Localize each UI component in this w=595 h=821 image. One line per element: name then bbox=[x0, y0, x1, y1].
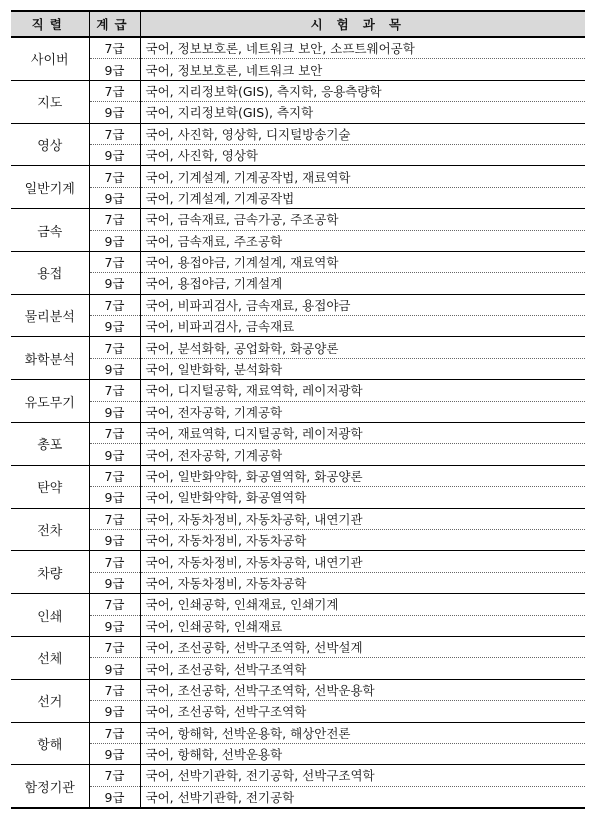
grade-cell: 9급 bbox=[89, 786, 140, 808]
subjects-cell: 국어, 일반화학, 분석화학 bbox=[140, 358, 585, 379]
subjects-cell: 국어, 항해학, 선박운용학, 해상안전론 bbox=[140, 722, 585, 743]
job-cell: 일반기계 bbox=[11, 166, 89, 209]
table-row bbox=[11, 572, 585, 593]
subjects-cell: 국어, 전자공학, 기계공학 bbox=[140, 401, 585, 422]
table-row bbox=[11, 636, 585, 657]
header-row bbox=[11, 11, 585, 37]
subjects-cell: 국어, 선박기관학, 전기공학, 선박구조역학 bbox=[140, 765, 585, 786]
subjects-cell: 국어, 정보보호론, 네트워크 보안, 소프트웨어공학 bbox=[140, 37, 585, 59]
table-row bbox=[11, 102, 585, 123]
table-row bbox=[11, 37, 585, 59]
subjects-cell: 국어, 디지털공학, 재료역학, 레이저광학 bbox=[140, 380, 585, 401]
grade-cell: 7급 bbox=[89, 37, 140, 59]
subjects-cell: 국어, 항해학, 선박운용학 bbox=[140, 743, 585, 764]
grade-cell: 9급 bbox=[89, 487, 140, 508]
grade-cell: 7급 bbox=[89, 80, 140, 101]
subjects-cell: 국어, 사진학, 영상학 bbox=[140, 144, 585, 165]
job-cell: 항해 bbox=[11, 722, 89, 765]
subjects-cell: 국어, 조선공학, 선박구조역학 bbox=[140, 701, 585, 722]
grade-cell: 9급 bbox=[89, 658, 140, 679]
table-row bbox=[11, 80, 585, 101]
subjects-cell: 국어, 분석화학, 공업화학, 화공양론 bbox=[140, 337, 585, 358]
table-row bbox=[11, 551, 585, 572]
table-body bbox=[11, 37, 585, 808]
grade-cell: 9급 bbox=[89, 144, 140, 165]
grade-cell: 7급 bbox=[89, 251, 140, 272]
subjects-cell: 국어, 지리정보학(GIS), 측지학, 응용측량학 bbox=[140, 80, 585, 101]
table-row bbox=[11, 679, 585, 700]
grade-cell: 7급 bbox=[89, 166, 140, 187]
table-row bbox=[11, 294, 585, 315]
grade-cell: 9급 bbox=[89, 102, 140, 123]
table-row bbox=[11, 658, 585, 679]
job-cell: 총포 bbox=[11, 423, 89, 466]
subjects-cell: 국어, 전자공학, 기계공학 bbox=[140, 444, 585, 465]
subjects-cell: 국어, 인쇄공학, 인쇄재료 bbox=[140, 615, 585, 636]
grade-cell: 7급 bbox=[89, 465, 140, 486]
grade-cell: 7급 bbox=[89, 209, 140, 230]
grade-cell: 9급 bbox=[89, 358, 140, 379]
table-row bbox=[11, 765, 585, 786]
grade-cell: 7급 bbox=[89, 765, 140, 786]
grade-cell: 7급 bbox=[89, 337, 140, 358]
grade-cell: 7급 bbox=[89, 423, 140, 444]
header-subjects: 시험과목 bbox=[140, 11, 585, 37]
grade-cell: 7급 bbox=[89, 636, 140, 657]
grade-cell: 9급 bbox=[89, 230, 140, 251]
subjects-cell: 국어, 자동차정비, 자동차공학 bbox=[140, 529, 585, 550]
table-row bbox=[11, 722, 585, 743]
subjects-cell: 국어, 용접야금, 기계설계, 재료역학 bbox=[140, 251, 585, 272]
job-cell: 영상 bbox=[11, 123, 89, 166]
table-row bbox=[11, 337, 585, 358]
subjects-cell: 국어, 자동차정비, 자동차공학, 내연기관 bbox=[140, 508, 585, 529]
table-row bbox=[11, 251, 585, 272]
grade-cell: 9급 bbox=[89, 273, 140, 294]
job-cell: 차량 bbox=[11, 551, 89, 594]
subjects-cell: 국어, 금속재료, 금속가공, 주조공학 bbox=[140, 209, 585, 230]
table-row bbox=[11, 786, 585, 808]
job-cell: 사이버 bbox=[11, 37, 89, 80]
job-cell: 전차 bbox=[11, 508, 89, 551]
grade-cell: 9급 bbox=[89, 187, 140, 208]
job-cell: 지도 bbox=[11, 80, 89, 123]
job-cell: 선거 bbox=[11, 679, 89, 722]
job-cell: 선체 bbox=[11, 636, 89, 679]
job-cell: 함정기관 bbox=[11, 765, 89, 808]
subjects-cell: 국어, 지리정보학(GIS), 측지학 bbox=[140, 102, 585, 123]
grade-cell: 9급 bbox=[89, 401, 140, 422]
subjects-cell: 국어, 일반화약학, 화공열역학 bbox=[140, 487, 585, 508]
subjects-cell: 국어, 정보보호론, 네트워크 보안 bbox=[140, 59, 585, 80]
table-row bbox=[11, 123, 585, 144]
grade-cell: 7급 bbox=[89, 722, 140, 743]
subjects-cell: 국어, 조선공학, 선박구조역학, 선박설계 bbox=[140, 636, 585, 657]
job-cell: 인쇄 bbox=[11, 594, 89, 637]
subjects-cell: 국어, 금속재료, 주조공학 bbox=[140, 230, 585, 251]
grade-cell: 9급 bbox=[89, 316, 140, 337]
table-row bbox=[11, 316, 585, 337]
table-row bbox=[11, 230, 585, 251]
job-cell: 탄약 bbox=[11, 465, 89, 508]
table-row bbox=[11, 743, 585, 764]
exam-subjects-table bbox=[11, 10, 585, 809]
grade-cell: 9급 bbox=[89, 59, 140, 80]
subjects-cell: 국어, 기계설계, 기계공작법, 재료역학 bbox=[140, 166, 585, 187]
subjects-cell: 국어, 재료역학, 디지털공학, 레이저광학 bbox=[140, 423, 585, 444]
table-row bbox=[11, 594, 585, 615]
subjects-cell: 국어, 인쇄공학, 인쇄재료, 인쇄기계 bbox=[140, 594, 585, 615]
table-row bbox=[11, 166, 585, 187]
table-row bbox=[11, 508, 585, 529]
subjects-cell: 국어, 자동차정비, 자동차공학 bbox=[140, 572, 585, 593]
grade-cell: 7급 bbox=[89, 679, 140, 700]
subjects-cell: 국어, 비파괴검사, 금속재료, 용접야금 bbox=[140, 294, 585, 315]
table-row bbox=[11, 615, 585, 636]
subjects-cell: 국어, 선박기관학, 전기공학 bbox=[140, 786, 585, 808]
subjects-cell: 국어, 기계설계, 기계공작법 bbox=[140, 187, 585, 208]
job-cell: 금속 bbox=[11, 209, 89, 252]
subjects-cell: 국어, 조선공학, 선박구조역학 bbox=[140, 658, 585, 679]
grade-cell: 7급 bbox=[89, 123, 140, 144]
table-row bbox=[11, 59, 585, 80]
grade-cell: 7급 bbox=[89, 508, 140, 529]
job-cell: 유도무기 bbox=[11, 380, 89, 423]
table-row bbox=[11, 144, 585, 165]
table-row bbox=[11, 444, 585, 465]
grade-cell: 9급 bbox=[89, 615, 140, 636]
grade-cell: 9급 bbox=[89, 743, 140, 764]
job-cell: 물리분석 bbox=[11, 294, 89, 337]
table-row bbox=[11, 209, 585, 230]
table-row bbox=[11, 701, 585, 722]
grade-cell: 7급 bbox=[89, 594, 140, 615]
subjects-cell: 국어, 일반화약학, 화공열역학, 화공양론 bbox=[140, 465, 585, 486]
grade-cell: 7급 bbox=[89, 380, 140, 401]
subjects-cell: 국어, 용접야금, 기계설계 bbox=[140, 273, 585, 294]
grade-cell: 9급 bbox=[89, 529, 140, 550]
subjects-cell: 국어, 자동차정비, 자동차공학, 내연기관 bbox=[140, 551, 585, 572]
table-row bbox=[11, 380, 585, 401]
table-row bbox=[11, 358, 585, 379]
grade-cell: 9급 bbox=[89, 701, 140, 722]
table-row bbox=[11, 487, 585, 508]
table-row bbox=[11, 423, 585, 444]
table-row bbox=[11, 465, 585, 486]
header-job: 직렬 bbox=[11, 11, 89, 37]
header-grade: 계급 bbox=[89, 11, 140, 37]
grade-cell: 9급 bbox=[89, 444, 140, 465]
table-row bbox=[11, 273, 585, 294]
table-row bbox=[11, 401, 585, 422]
grade-cell: 7급 bbox=[89, 294, 140, 315]
subjects-cell: 국어, 조선공학, 선박구조역학, 선박운용학 bbox=[140, 679, 585, 700]
job-cell: 용접 bbox=[11, 251, 89, 294]
job-cell: 화학분석 bbox=[11, 337, 89, 380]
table-row bbox=[11, 529, 585, 550]
subjects-cell: 국어, 비파괴검사, 금속재료 bbox=[140, 316, 585, 337]
table-row bbox=[11, 187, 585, 208]
grade-cell: 9급 bbox=[89, 572, 140, 593]
grade-cell: 7급 bbox=[89, 551, 140, 572]
subjects-cell: 국어, 사진학, 영상학, 디지털방송기술 bbox=[140, 123, 585, 144]
